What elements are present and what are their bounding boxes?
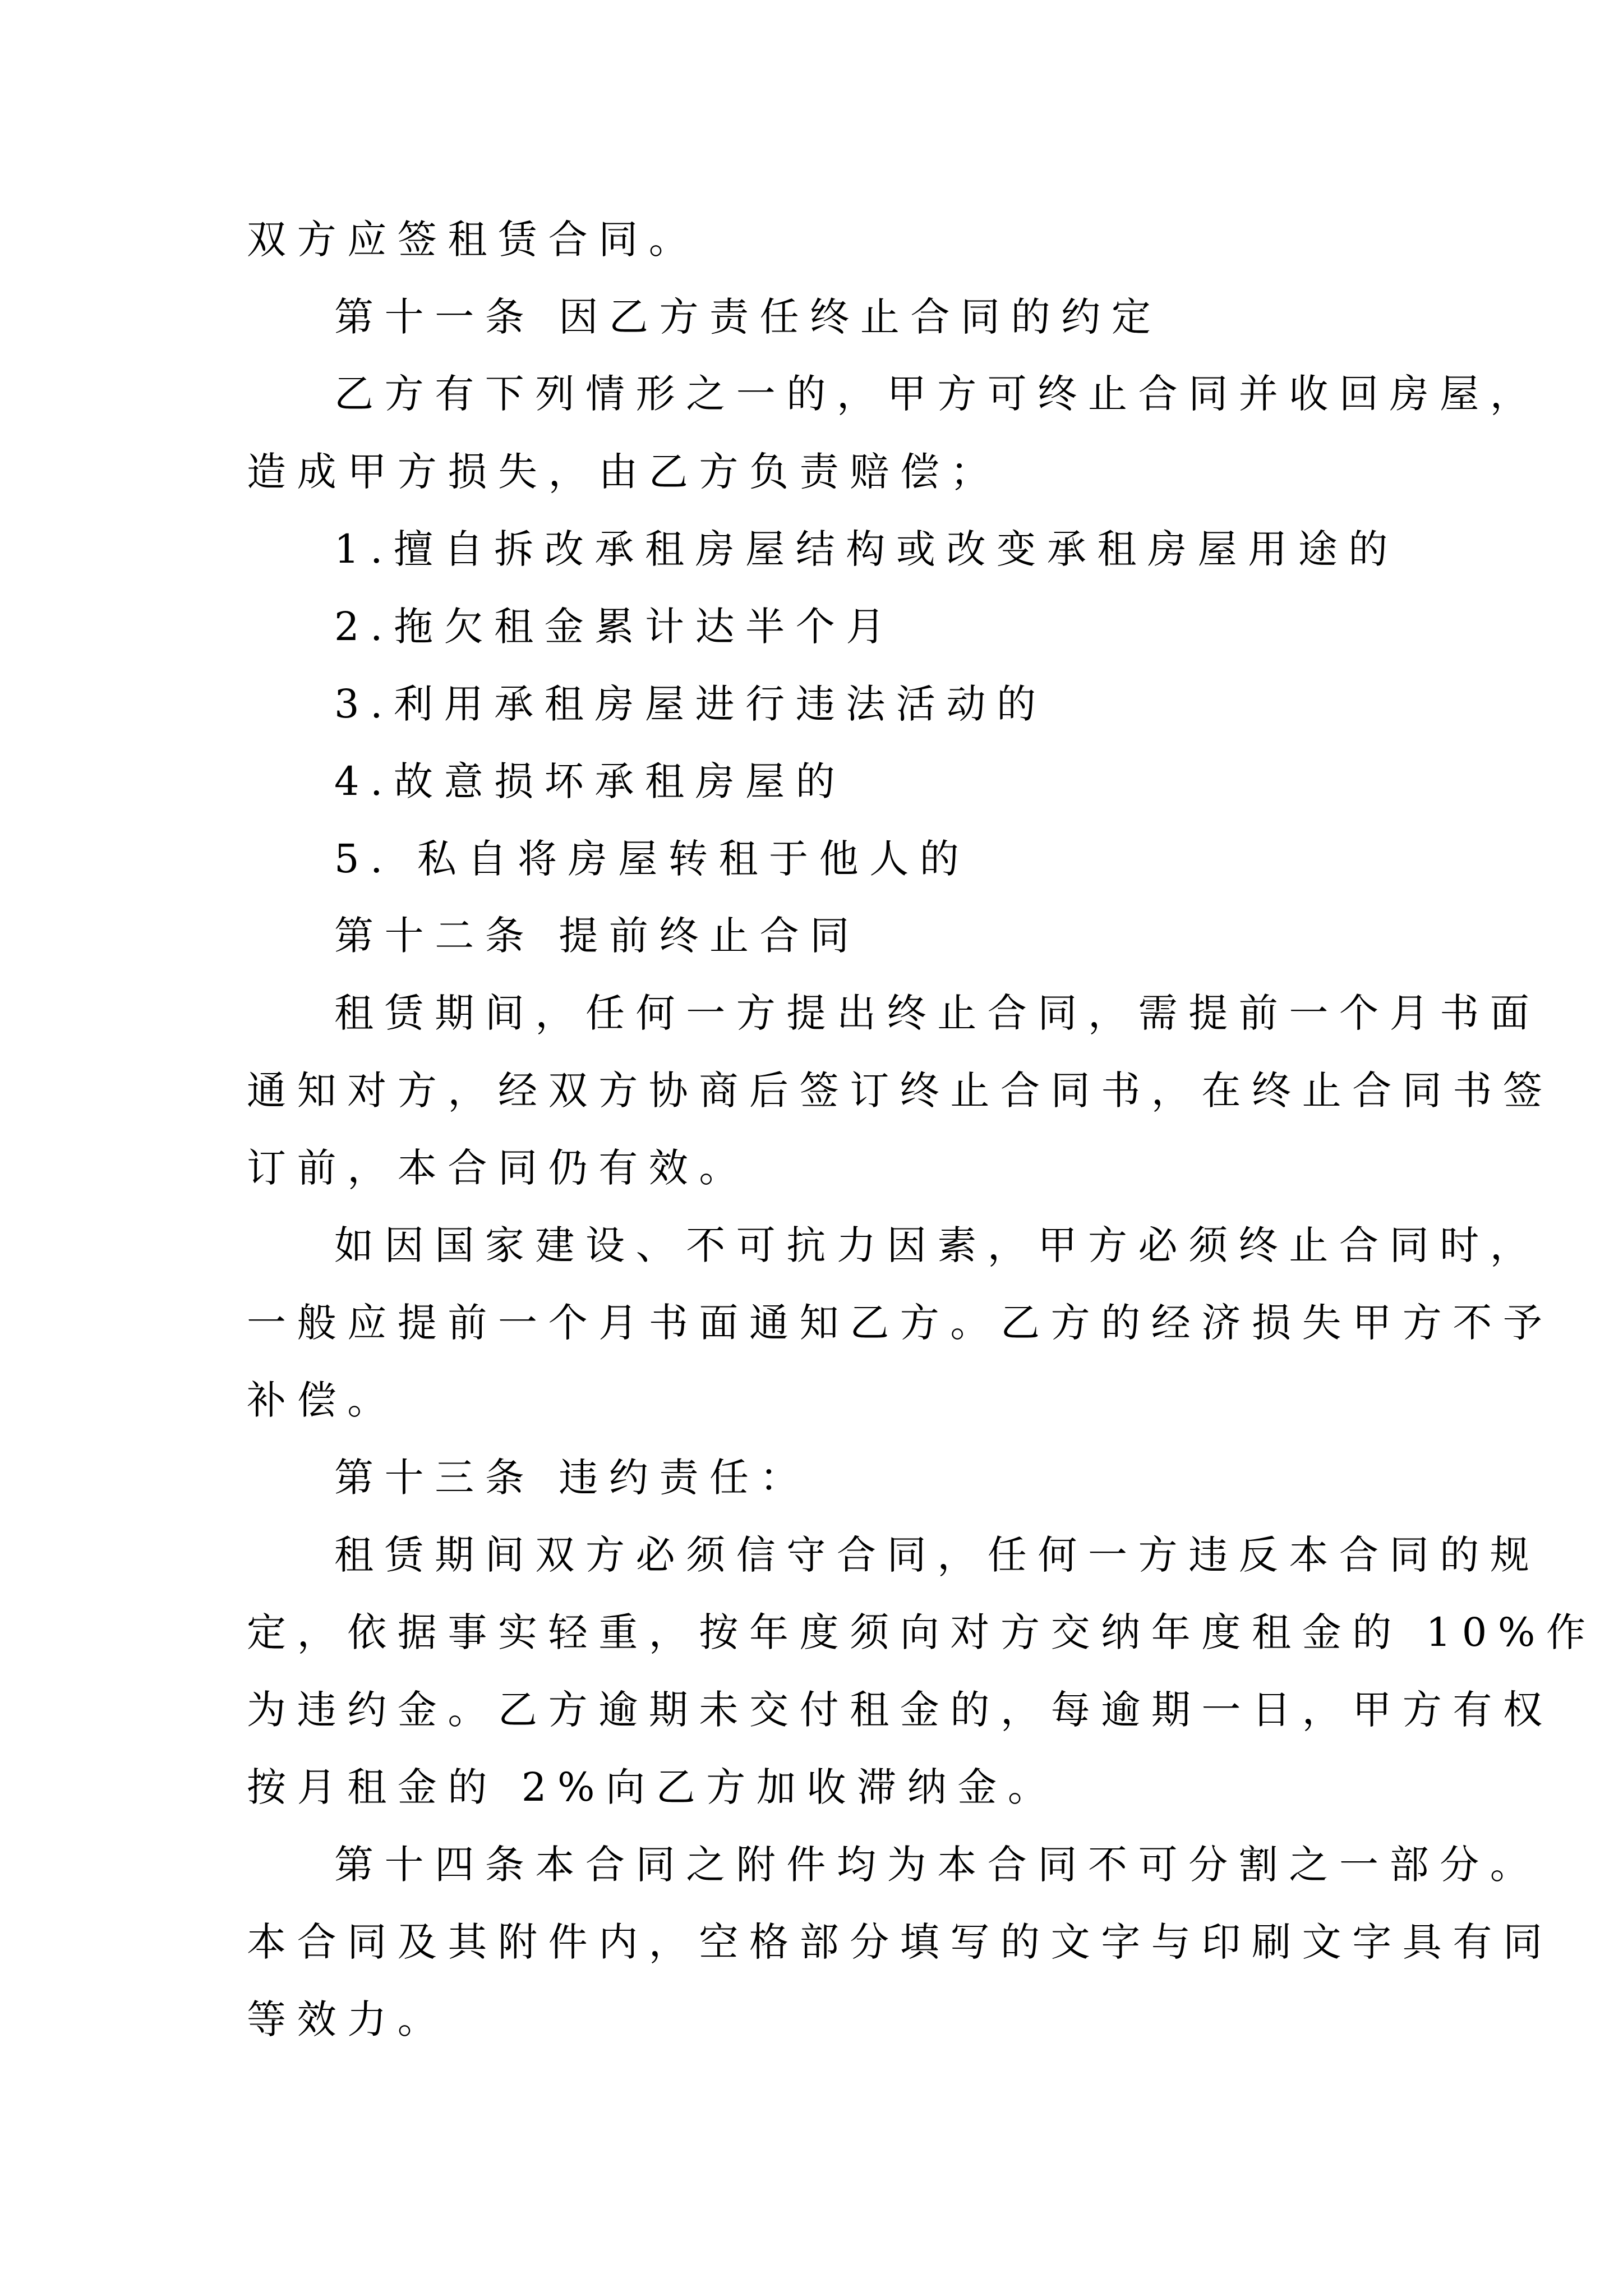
body-text-line: 租赁期间，任何一方提出终止合同，需提前一个月书面 <box>334 990 1541 1036</box>
body-text-line: 双方应签租赁合同。 <box>247 217 699 263</box>
body-text-line: 如因国家建设、不可抗力因素，甲方必须终止合同时， <box>334 1222 1541 1268</box>
section-heading-14: 第十四条本合同之附件均为本合同不可分割之一部分。 <box>334 1842 1541 1888</box>
body-text-line: 按月租金的 2%向乙方加收滞纳金。 <box>247 1764 1058 1810</box>
body-text-line: 乙方有下列情形之一的，甲方可终止合同并收回房屋， <box>334 371 1541 417</box>
section-heading-12: 第十二条 提前终止合同 <box>334 913 860 959</box>
body-text-line: 租赁期间双方必须信守合同，任何一方违反本合同的规 <box>334 1532 1541 1578</box>
list-item-3: 3.利用承租房屋进行违法活动的 <box>334 681 1047 727</box>
body-text-line: 一般应提前一个月书面通知乙方。乙方的经济损失甲方不予 <box>247 1300 1553 1346</box>
body-text-line: 造成甲方损失，由乙方负责赔偿； <box>247 449 1000 495</box>
body-text-line: 订前，本合同仍有效。 <box>247 1145 749 1191</box>
list-item-5: 5. 私自将房屋转租于他人的 <box>334 836 970 882</box>
section-heading-13: 第十三条 违约责任： <box>334 1455 810 1501</box>
list-item-1: 1.擅自拆改承租房屋结构或改变承租房屋用途的 <box>334 526 1399 572</box>
list-item-4: 4.故意损坏承租房屋的 <box>334 758 846 804</box>
body-text-line: 本合同及其附件内，空格部分填写的文字与印刷文字具有同 <box>247 1919 1553 1965</box>
list-item-2: 2.拖欠租金累计达半个月 <box>334 604 896 650</box>
body-text-line: 等效力。 <box>247 1996 448 2042</box>
body-text-line: 定，依据事实轻重，按年度须向对方交纳年度租金的 10%作 <box>247 1609 1597 1655</box>
section-heading-11: 第十一条 因乙方责任终止合同的约定 <box>334 294 1162 340</box>
body-text-line: 补偿。 <box>247 1377 398 1423</box>
body-text-line: 为违约金。乙方逾期未交付租金的，每逾期一日，甲方有权 <box>247 1687 1553 1733</box>
body-text-line: 通知对方，经双方协商后签订终止合同书，在终止合同书签 <box>247 1068 1553 1114</box>
